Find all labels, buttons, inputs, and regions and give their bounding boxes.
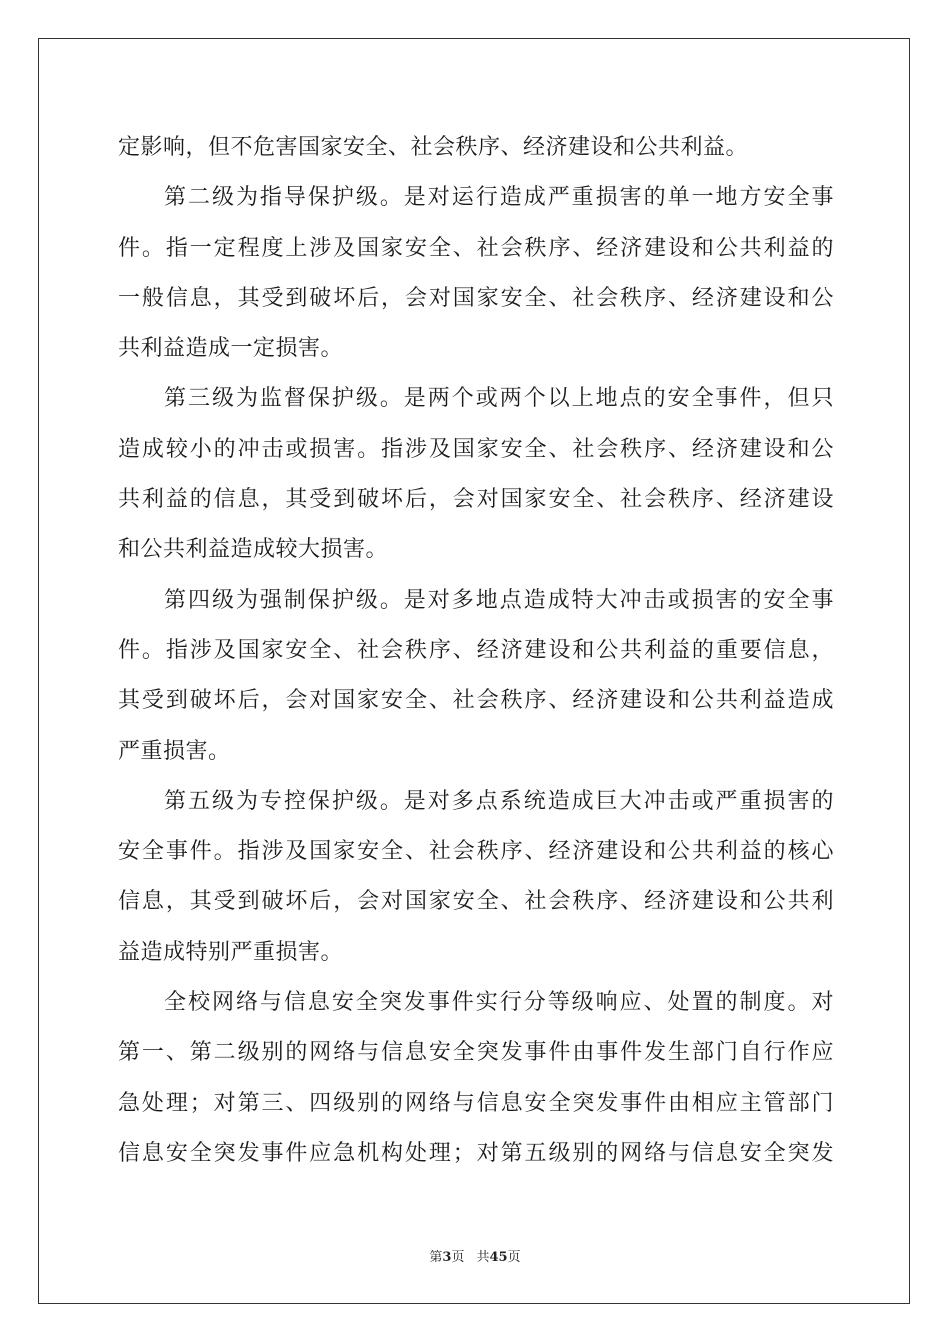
text-line: 一般信息，其受到破坏后，会对国家安全、社会秩序、经济建设和公 <box>118 285 834 311</box>
text-line: 造成较小的冲击或损害。指涉及国家安全、社会秩序、经济建设和公 <box>118 436 834 462</box>
text-line: 信息，其受到破坏后，会对国家安全、社会秩序、经济建设和公共利 <box>118 889 834 915</box>
text-line: 共利益造成一定损害。 <box>118 336 344 362</box>
text-line: 第二级为指导保护级。是对运行造成严重损害的单一地方安全事 <box>164 185 834 211</box>
total-label-suffix: 页 <box>507 1250 521 1265</box>
page-label-suffix: 页 <box>451 1250 465 1265</box>
text-line: 共利益的信息，其受到破坏后，会对国家安全、社会秩序、经济建设 <box>118 487 834 513</box>
text-line: 其受到破坏后，会对国家安全、社会秩序、经济建设和公共利益造成 <box>118 688 834 714</box>
text-line: 第四级为强制保护级。是对多地点造成特大冲击或损害的安全事 <box>164 587 834 613</box>
page-label-prefix: 第 <box>429 1250 443 1265</box>
text-line: 定影响，但不危害国家安全、社会秩序、经济建设和公共利益。 <box>118 135 749 160</box>
text-line: 第五级为专控保护级。是对多点系统造成巨大冲击或严重损害的 <box>164 788 834 814</box>
total-label-prefix: 共 <box>476 1250 490 1265</box>
text-line: 信息安全突发事件应急机构处理；对第五级别的网络与信息安全突发 <box>118 1140 834 1166</box>
document-body <box>118 128 834 1184</box>
text-line: 和公共利益造成较大损害。 <box>118 537 389 563</box>
text-line: 急处理；对第三、四级别的网络与信息安全突发事件由相应主管部门 <box>118 1090 834 1116</box>
page-footer <box>0 1246 950 1265</box>
total-pages: 45 <box>489 1250 508 1265</box>
text-line: 件。指涉及国家安全、社会秩序、经济建设和公共利益的重要信息， <box>118 637 834 663</box>
text-line: 安全事件。指涉及国家安全、社会秩序、经济建设和公共利益的核心 <box>118 839 834 865</box>
text-line: 全校网络与信息安全突发事件实行分等级响应、处置的制度。对 <box>164 990 834 1016</box>
text-line: 第三级为监督保护级。是两个或两个以上地点的安全事件，但只 <box>164 386 834 412</box>
text-line: 益造成特别严重损害。 <box>118 939 344 965</box>
page-number: 3 <box>442 1250 452 1265</box>
text-line: 严重损害。 <box>118 738 231 764</box>
text-line: 第一、第二级别的网络与信息安全突发事件由事件发生部门自行作应 <box>118 1040 834 1066</box>
text-line: 件。指一定程度上涉及国家安全、社会秩序、经济建设和公共利益的 <box>118 235 834 261</box>
